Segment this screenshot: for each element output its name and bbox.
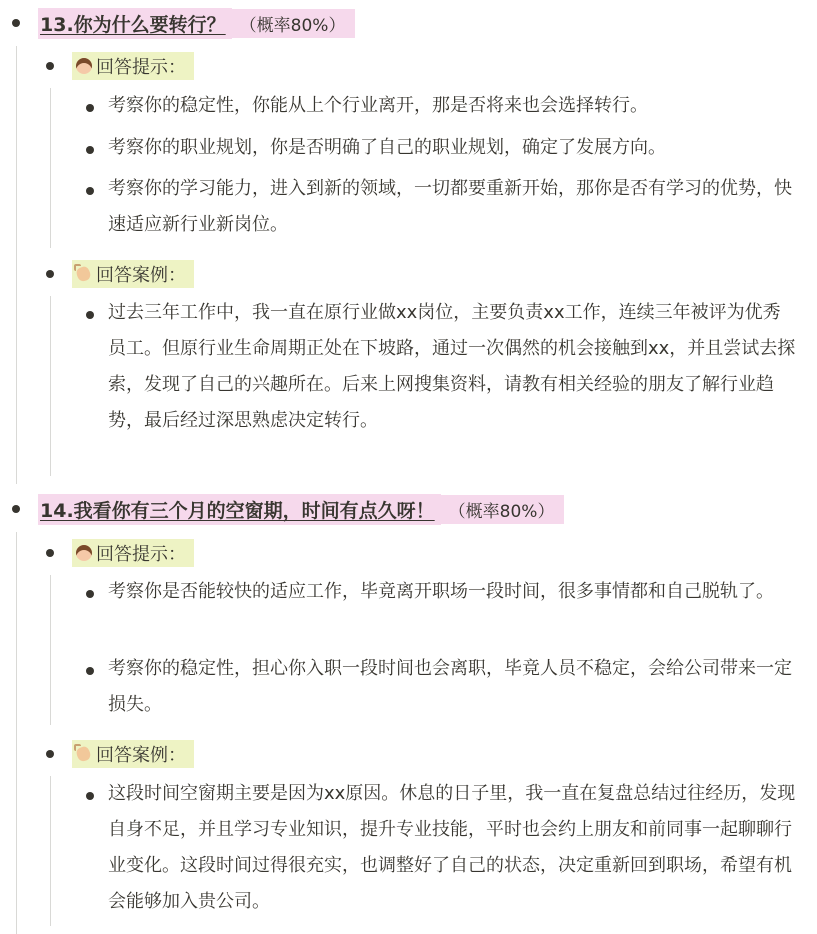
hint-item: 考察你的职业规划，你是否明确了自己的职业规划，确定了发展方向。 bbox=[108, 137, 666, 158]
question-probability: （概率80%） bbox=[232, 9, 356, 38]
case-text: 这段时间空窗期主要是因为xx原因。休息的日子里，我一直在复盘总结过往经历，发现自身不足，并且学习专业知识，提升专业技能，平时也会约上朋友和前同事一起聊聊行业变化。这段时间过得很充实，也调整好了自己的状态，决定重新回到职场，希望有机会能够加入贵公司。 bbox=[108, 783, 796, 912]
question-probability: （概率80%） bbox=[441, 495, 565, 524]
woman-face-icon bbox=[74, 56, 94, 76]
bullet bbox=[86, 146, 94, 154]
bullet bbox=[86, 311, 94, 319]
hint-label bbox=[72, 52, 194, 80]
woman-face-icon bbox=[74, 543, 94, 563]
bullet bbox=[86, 792, 94, 800]
bullet bbox=[46, 549, 54, 557]
hint-label-line bbox=[72, 51, 194, 81]
bullet bbox=[86, 187, 94, 195]
indent-guide bbox=[16, 532, 17, 934]
question-heading bbox=[38, 494, 564, 524]
case-label bbox=[72, 260, 194, 288]
case-label-line bbox=[72, 259, 194, 289]
bullet bbox=[46, 270, 54, 278]
indent-guide bbox=[50, 88, 51, 248]
hint-item: 考察你是否能较快的适应工作，毕竟离开职场一段时间，很多事情都和自己脱轨了。 bbox=[108, 581, 774, 602]
question-title: 13.你为什么要转行？ bbox=[38, 8, 232, 39]
indent-guide bbox=[50, 296, 51, 476]
bullet bbox=[86, 667, 94, 675]
bullet bbox=[12, 19, 20, 27]
indent-guide bbox=[16, 46, 17, 484]
question-title: 14.我看你有三个月的空窗期，时间有点久呀！ bbox=[38, 494, 441, 525]
case-label-line bbox=[72, 739, 194, 769]
bullet bbox=[86, 590, 94, 598]
hint-item: 考察你的稳定性，担心你入职一段时间也会离职，毕竟人员不稳定，会给公司带来一定损失。 bbox=[108, 658, 792, 715]
case-label bbox=[72, 740, 194, 768]
case-label-text: 回答案例： bbox=[96, 265, 186, 286]
hint-label-text: 回答提示： bbox=[96, 544, 186, 565]
question-heading bbox=[38, 8, 355, 38]
bullet bbox=[46, 62, 54, 70]
case-label-text: 回答案例： bbox=[96, 745, 186, 766]
hint-label-text: 回答提示： bbox=[96, 57, 186, 78]
clapping-hands-icon bbox=[74, 264, 94, 284]
bullet bbox=[12, 505, 20, 513]
clapping-hands-icon bbox=[74, 744, 94, 764]
hint-item: 考察你的稳定性，你能从上个行业离开，那是否将来也会选择转行。 bbox=[108, 95, 648, 116]
indent-guide bbox=[50, 776, 51, 926]
bullet bbox=[86, 104, 94, 112]
bullet bbox=[46, 750, 54, 758]
hint-label-line bbox=[72, 538, 194, 568]
case-text: 过去三年工作中，我一直在原行业做xx岗位，主要负责xx工作，连续三年被评为优秀员工。但原行业生命周期正处在下坡路，通过一次偶然的机会接触到xx，并且尝试去探索，发现了自己的兴趣所在。后来上网搜集资料，请教有相关经验的朋友了解行业趋势，最后经过深思熟虑决定转行。 bbox=[108, 302, 796, 431]
hint-item: 考察你的学习能力，进入到新的领域，一切都要重新开始，那你是否有学习的优势，快速适应新行业新岗位。 bbox=[108, 178, 792, 235]
indent-guide bbox=[50, 575, 51, 725]
hint-label bbox=[72, 539, 194, 567]
